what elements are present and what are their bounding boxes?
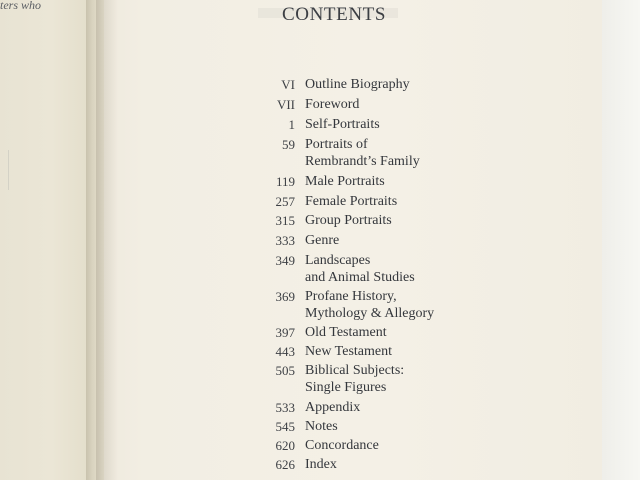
toc-title: Self-Portraits: [305, 117, 380, 132]
toc-title: Male Portraits: [305, 174, 385, 189]
toc-page-number: 626: [275, 457, 295, 472]
toc-page-number: 533: [275, 400, 295, 415]
toc-title: Landscapes and Animal Studies: [305, 253, 415, 285]
toc-page-number: 257: [275, 194, 295, 209]
toc-page-number: 1: [288, 117, 295, 132]
toc-page-number: 119: [275, 174, 295, 189]
toc-title: Group Portraits: [305, 213, 392, 228]
toc-page-number: VI: [281, 77, 295, 92]
toc-page-number: 349: [275, 253, 295, 268]
toc-title: New Testament: [305, 344, 393, 359]
toc-title: Concordance: [305, 438, 379, 453]
toc-title: Biblical Subjects: Single Figures: [305, 363, 405, 395]
toc-page-number: 620: [275, 438, 295, 453]
toc-title: Outline Biography: [305, 77, 410, 92]
toc-title: Index: [305, 457, 337, 472]
toc-page-number: 397: [275, 325, 295, 340]
toc-page-number: 369: [275, 289, 295, 304]
toc-title: Female Portraits: [305, 194, 398, 209]
toc-page-number: 315: [275, 213, 295, 228]
left-page-bleed-text: ters who: [0, 0, 42, 12]
toc-title: Appendix: [305, 400, 361, 415]
toc-page-number: 59: [282, 137, 295, 152]
toc-title: Foreword: [305, 97, 360, 112]
toc-title: Notes: [305, 419, 338, 434]
toc-title: Old Testament: [305, 325, 387, 340]
toc-title: Portraits of Rembrandt’s Family: [305, 137, 420, 169]
toc-page-number: 443: [275, 344, 295, 359]
toc-page-number: 545: [275, 419, 295, 434]
toc-page-number: VII: [276, 97, 295, 112]
toc-page-number: 505: [275, 363, 295, 378]
page-title: CONTENTS: [282, 4, 387, 25]
toc-title: Profane History, Mythology & Allegory: [305, 289, 435, 321]
toc-page-number: 333: [275, 233, 295, 248]
toc-title: Genre: [305, 233, 340, 248]
